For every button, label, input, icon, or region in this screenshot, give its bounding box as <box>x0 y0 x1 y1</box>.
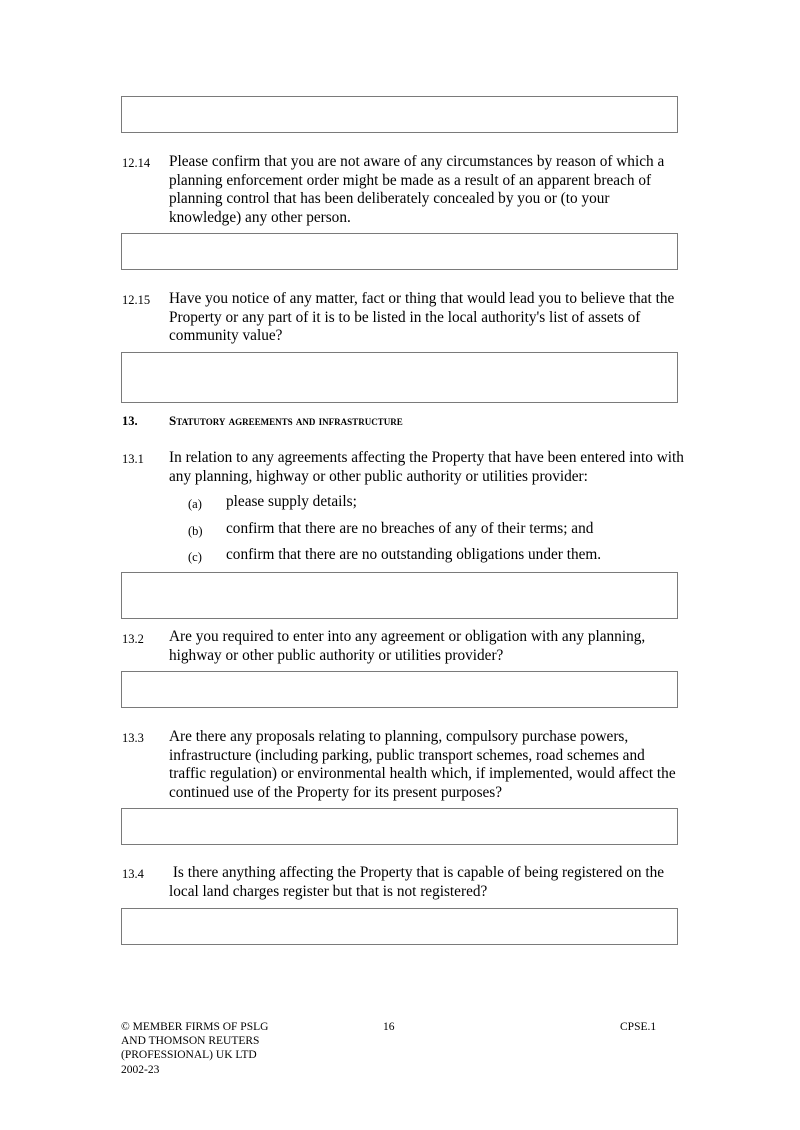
subitem-text-b: confirm that there are no breaches of any of their terms; and <box>226 520 594 537</box>
subitem-letter-a: (a) <box>188 497 202 511</box>
footer-form-code: CPSE.1 <box>620 1021 657 1033</box>
answer-box-12-14[interactable] <box>121 233 678 270</box>
answer-box-12-15[interactable] <box>121 352 678 403</box>
answer-box-13-4[interactable] <box>121 908 678 945</box>
answer-box-13-3[interactable] <box>121 808 678 845</box>
answer-box-13-2[interactable] <box>121 671 678 708</box>
question-number-13-2: 13.2 <box>122 632 144 646</box>
answer-box-13-1[interactable] <box>121 572 678 619</box>
question-number-13-1: 13.1 <box>122 452 144 466</box>
question-text-13-4: Is there anything affecting the Property that is capable of being registered on the local land charges register but that is not registered? <box>169 864 668 900</box>
question-number-12-15: 12.15 <box>122 293 151 307</box>
question-text-13-1: In relation to any agreements affecting the Property that have been entered into with any planning, highway or other public authority or utilities provider: <box>169 449 684 485</box>
section-number-13: 13. <box>122 414 138 428</box>
subitem-letter-c: (c) <box>188 550 202 564</box>
subitem-letter-b: (b) <box>188 524 203 538</box>
footer-copyright-line: (PROFESSIONAL) UK LTD <box>121 1049 257 1062</box>
footer-page-number: 16 <box>383 1021 395 1033</box>
section-title-13: Statutory agreements and infrastructure <box>169 413 403 428</box>
question-number-13-4: 13.4 <box>122 867 144 881</box>
footer-copyright-line: AND THOMSON REUTERS <box>121 1035 260 1048</box>
footer-copyright-line: 2002-23 <box>121 1063 160 1076</box>
footer-copyright-line: © MEMBER FIRMS OF PSLG <box>121 1021 269 1033</box>
subitem-text-c: confirm that there are no outstanding obligations under them. <box>226 546 602 563</box>
answer-box-12-13[interactable] <box>121 96 678 133</box>
question-text-13-2: Are you required to enter into any agreement or obligation with any planning, highway or other public authority or utilities provider? <box>169 628 646 664</box>
subitem-text-a: please supply details; <box>226 493 357 510</box>
question-text-12-14: Please confirm that you are not aware of any circumstances by reason of which a planning enforcement order might be made as a result of an apparent breach of planning control that has been deliberately concealed by you or (to your knowledge) any other person. <box>169 153 665 226</box>
question-text-12-15: Have you notice of any matter, fact or thing that would lead you to believe that the Property or any part of it is to be listed in the local authority's list of assets of community value? <box>169 290 675 344</box>
question-text-13-3: Are there any proposals relating to planning, compulsory purchase powers, infrastructure (including parking, public transport schemes, road schemes and traffic regulation) or environmental health which, if implemented, would affect the continued use of the Property for its present purposes? <box>169 728 676 801</box>
question-number-12-14: 12.14 <box>122 156 151 170</box>
footer-copyright <box>121 1020 341 1077</box>
question-number-13-3: 13.3 <box>122 731 144 745</box>
